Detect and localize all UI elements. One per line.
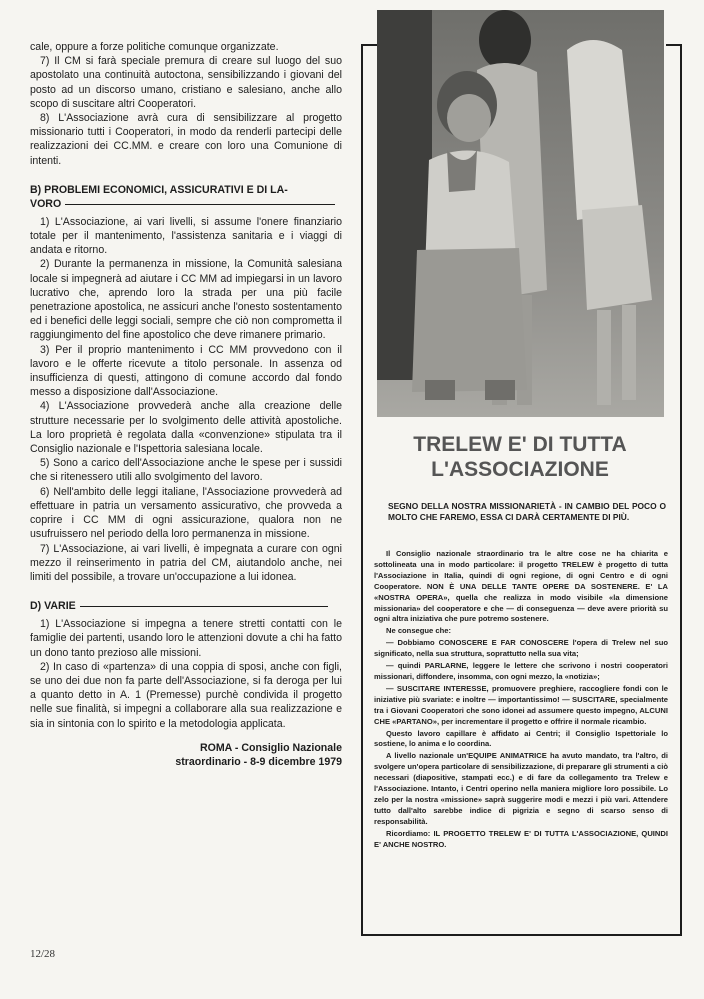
paragraph-d-1: 1) L'Associazione si impegna a tenere stretti contatti con le famiglie dei partenti, usando loro le attenzioni dovute a chi ha fatto un dono tanto prezioso alle missioni.: [30, 618, 342, 659]
section-d-rule: [80, 606, 328, 607]
box-headline: [370, 432, 670, 482]
paragraph-b-5: 5) Sono a carico dell'Associazione anche le spese per i sussidi che si ritenessero utili allo svolgimento del lavoro.: [30, 457, 342, 484]
paragraph-b-1: 1) L'Associazione, ai vari livelli, si assume l'onere finanziario totale per il mantenimento, l'assistenza sanitaria e i viaggi di andata e ritorno.: [30, 215, 342, 257]
headline-line1: TRELEW E' DI TUTTA: [413, 433, 627, 456]
box-body: [374, 549, 668, 851]
paragraph-b-2: 2) Durante la permanenza in missione, la Comunità salesiana locale si impegnerà ad aiutare i CC MM ad impiegarsi in un lavoro lucrativo che, aprendo loro la strada per una più facile penetrazione apostolica, ne assicuri anche l'onesto sostentamento ed i benefici delle leggi sociali, sempre che ciò non comprometta il raggiungimento del fine apostolico che deve rimanere primario.: [30, 258, 342, 342]
section-d-heading-text: D) VARIE: [30, 600, 76, 613]
paragraph-b-4: 4) L'Associazione provvederà anche alla creazione delle strutture necessarie per lo svolgimento delle attività apostoliche. La loro proprietà è regolata dalla «convenzione» stipulata tra il Consiglio nazionale e l'Ispettoria salesiana locale.: [30, 400, 342, 456]
paragraph-intro-3: 8) L'Associazione avrà cura di sensibilizzare al progetto missionario tutti i Cooperatori, in modo da renderli partecipi delle realizzazioni dei CC.MM. e creare con loro una Comunione di intenti.: [30, 112, 342, 167]
section-b-heading: [30, 183, 342, 211]
box-paragraph-2: Ne consegue che:: [386, 626, 451, 636]
section-b-heading-line1: B) PROBLEMI ECONOMICI, ASSICURATIVI E DI LA-: [30, 183, 288, 196]
box-corner-left: [361, 44, 377, 46]
box-subhead: SEGNO DELLA NOSTRA MISSIONARIETÀ - IN CAMBIO DEL POCO O MOLTO CHE FAREMO, ESSA CI DARÀ CERTAMENTE DI PIÙ.: [388, 501, 666, 523]
paragraph-intro-1: cale, oppure a forze politiche comunque organizzate.: [30, 41, 279, 53]
box-paragraph-7: A livello nazionale un'EQUIPE ANIMATRICE ha avuto mandato, tra l'altro, di svolgere un'opera particolare di sensibilizzazione, di preparare gli strumenti a ciò necessari (diapositive, stampati ecc.) e di fare da collegamento tra Trelew e l'Associazione. Intanto, i Centri operino nella maniera migliore loro possibile. Lo zelo per la nostra «missione» saprà suggerire modi e mezzi i più vari. Attendere tutto dall'alto sarebbe indice di pigrizia e segno di scarso senso di responsabilità.: [374, 751, 668, 826]
box-paragraph-6: Questo lavoro capillare è affidato ai Centri; il Consiglio Ispettoriale lo sostiene, lo anima e lo coordina.: [374, 728, 668, 749]
section-d-heading: [30, 599, 342, 613]
box-corner-right: [666, 44, 682, 46]
signature-line1: ROMA - Consiglio Nazionale: [199, 741, 342, 754]
section-b-rule: [65, 204, 335, 205]
page-number: 12/28: [30, 948, 56, 960]
section-b-heading-line2: VORO: [30, 197, 62, 210]
box-paragraph-8: Ricordiamo: IL PROGETTO TRELEW E' DI TUTTA L'ASSOCIAZIONE, QUINDI E' ANCHE NOSTRO.: [374, 828, 668, 849]
box-paragraph-4: — quindi PARLARNE, leggere le lettere che scrivono i nostri cooperatori missionari, diffondere, insomma, con ogni mezzo, la «notizia»;: [374, 661, 668, 681]
signature: [30, 741, 342, 769]
paragraph-intro-2: 7) Il CM si farà speciale premura di creare sul luogo del suo apostolato una continuità autoctona, sensibilizzando i giovani del posto ad un discorso umano, cristiano e salesiano, anche allo scopo di suscitare altri Cooperatori.: [30, 55, 342, 110]
box-paragraph-5: — SUSCITARE INTERESSE, promuovere preghiere, raccogliere fondi con le iniziative più svariate: e inoltre — importantissimo! — SUSCITARE, specialmente tra i Giovani Cooperatori che sono idonei ad assumere questo impegno, ALCUNI CHE «PARTANO», per incrementare il progetto e offrire il normale ricambio.: [374, 683, 668, 726]
paragraph-b-7: 7) L'Associazione, ai vari livelli, è impegnata a curare con ogni mezzo il reinserimento in patria del CM, aiutandolo anche, nei limiti del possibile, a trovare un'occupazione a lui idonea.: [30, 542, 342, 583]
paragraph-d-2: 2) In caso di «partenza» di una coppia di sposi, anche con figli, se uno dei due non fa parte dell'Associazione, si fa deroga per lui a quanto detto in A. 1 (Premesse) purchè condivida il progetto nelle sue finalità, si impegni a collaborare alla sua realizzazione e sia in sintonia con lo spirito e la metodologia applicata.: [30, 660, 342, 730]
paragraph-b-6: 6) Nell'ambito delle leggi italiane, l'Associazione provvederà ad effettuare in patria un versamento assicurativo, che provveda a coprire i CC MM di ogni assicurazione, qualora non ne usufruissero nel periodo della loro permanenza in missione.: [30, 485, 342, 541]
children-photo-illustration: [377, 10, 664, 417]
paragraph-b-3: 3) Per il proprio mantenimento i CC MM provvedono con il lavoro e le offerte ricevute a titolo personale. In assenza od insufficienza di questi, attingono di comune accordo dal fondo messo a disposizione dall'Associazione.: [30, 343, 342, 399]
left-column: [30, 40, 342, 769]
signature-line2: straordinario - 8-9 dicembre 1979: [175, 755, 342, 768]
box-paragraph-3: — Dobbiamo CONOSCERE E FAR CONOSCERE l'opera di Trelew nel suo significato, nella sua struttura, soprattutto nella sua vita;: [374, 638, 668, 659]
children-photo: [377, 10, 664, 417]
headline-line2: L'ASSOCIAZIONE: [431, 458, 609, 481]
box-paragraph-1: Il Consiglio nazionale straordinario tra le altre cose ne ha chiarita e sottolineata una in modo particolare: il progetto TRELEW è progetto di tutta l'Associazione in Italia, quindi di ogni regione, di ogni Centro e di ogni Cooperatore. NON È UNA DELLE TANTE OPERE DA SOSTENERE. E' LA «NOSTRA OPERA», quella che realizza in modo visibile «la dimensione missionaria» del cooperatore e che — di conseguenza — deve avere priorità su ogni altra iniziativa che pure potremo sostenere.: [374, 549, 668, 624]
